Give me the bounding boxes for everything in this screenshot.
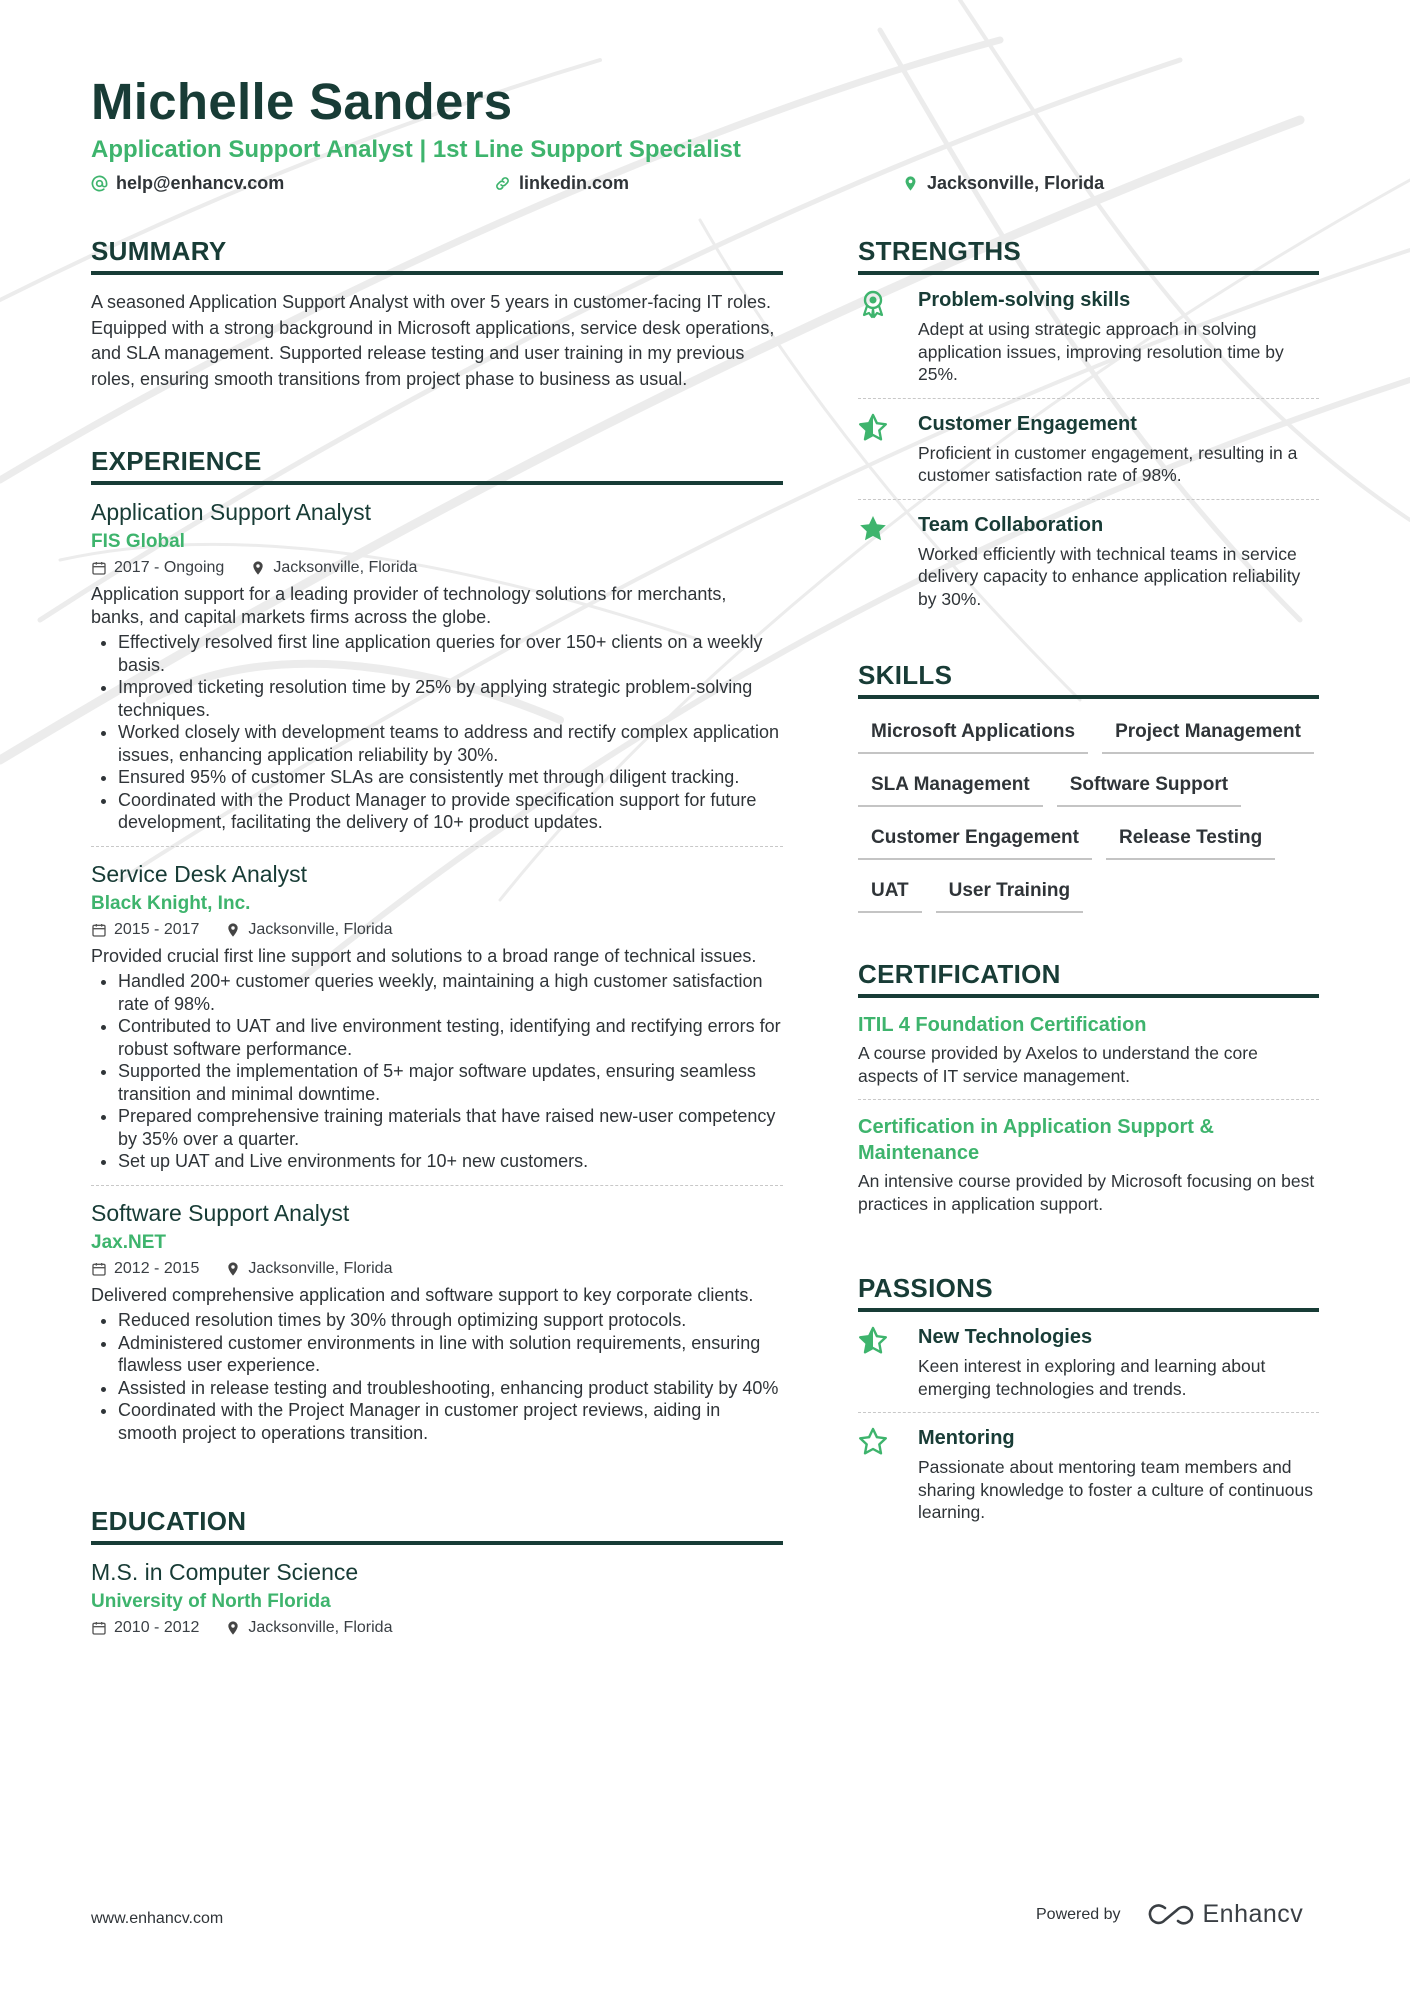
education-location [225,1619,392,1637]
job-achievements [91,631,783,834]
degree-title: M.S. in Computer Science [91,1559,359,1585]
star-half-icon [858,1326,888,1356]
candidate-name: Michelle Sanders [91,73,513,130]
brand-logo[interactable] [1147,1900,1304,1929]
education-location-text: Jacksonville, Florida [248,1619,393,1636]
calendar-icon [91,922,107,938]
star-half-icon [858,413,888,443]
location-pin-icon [225,922,241,938]
job-entry [91,847,783,1186]
skills-section [858,660,1319,913]
at-sign-icon [91,175,108,192]
job-location-text: Jacksonville, Florida [248,920,393,938]
powered-by-label: Powered by [1036,1905,1121,1923]
education-dates-text: 2010 - 2012 [114,1619,200,1636]
strength-item-body [918,413,1319,487]
strength-item [858,500,1319,623]
strength-item-description: Proficient in customer engagement, resulting in a customer satisfaction rate of 98%. [918,442,1298,485]
skill-tag: Release Testing [1106,823,1275,860]
summary-heading: SUMMARY [91,236,783,275]
passions-list [858,1312,1319,1536]
footer-branding [1036,1900,1303,1929]
location-pin-icon [225,1620,241,1636]
award-ribbon-icon [858,289,888,319]
calendar-icon [91,1261,107,1277]
strength-item [858,275,1319,399]
skills-list [858,699,1319,913]
certification-description: A course provided by Axelos to understand the core aspects of IT service management. [858,1043,1258,1086]
certification-description: An intensive course provided by Microsoft focusing on best practices in application support. [858,1171,1315,1214]
passion-item-title: New Technologies [918,1326,1093,1348]
strength-item-title: Problem-solving skills [918,289,1131,311]
strengths-heading: STRENGTHS [858,236,1319,275]
location-pin-icon [250,560,266,576]
location-pin-icon [225,1261,241,1277]
strengths-list [858,275,1319,622]
skill-tag: Software Support [1057,770,1241,807]
footer-website[interactable]: www.enhancv.com [91,1910,224,1927]
achievement-item: • Set up UAT and Live environments for 10+ new customers. [118,1150,783,1173]
strength-item-body [918,289,1319,386]
job-dates-text: 2017 - Ongoing [114,559,225,576]
strengths-section [858,236,1319,622]
achievement-item: • Reduced resolution times by 30% through optimizing support protocols. [118,1309,783,1332]
job-dates-text: 2012 - 2015 [114,1259,200,1277]
job-meta [91,921,783,939]
job-location-text: Jacksonville, Florida [273,559,418,576]
contact-email[interactable] [91,173,284,194]
job-achievements [91,1309,783,1444]
certification-item [858,1100,1319,1227]
achievement-item: • Handled 200+ customer queries weekly, maintaining a high customer satisfaction rate of 98%. [118,970,783,1015]
job-description: Delivered comprehensive application and software support to key corporate clients. [91,1284,754,1305]
calendar-icon [91,1620,107,1636]
experience-heading: EXPERIENCE [91,446,783,485]
job-company: Jax.NET [91,1231,166,1253]
passion-item-description: Passionate about mentoring team members and sharing knowledge to foster a culture of continuous learning. [918,1457,1313,1522]
strength-item-description: Adept at using strategic approach in solving application issues, improving resolution time by 25%. [918,319,1284,384]
job-meta [91,559,783,577]
skill-tag: Customer Engagement [858,823,1092,860]
achievement-item: • Administered customer environments in line with solution requirements, ensuring flawless user experience. [118,1332,783,1377]
summary-section [91,236,783,392]
job-dates [91,559,224,577]
contact-location [902,173,1104,194]
job-dates [91,1260,199,1278]
passions-heading: PASSIONS [858,1273,1319,1312]
passion-item-body [918,1326,1319,1400]
achievement-item: • Prepared comprehensive training materials that have raised new-user competency by 35% over a quarter. [118,1105,783,1150]
achievement-item: • Effectively resolved first line application queries for over 150+ clients on a weekly basis. [118,631,783,676]
strength-item-body [918,514,1319,611]
skill-tag: User Training [936,876,1083,913]
skill-tag: SLA Management [858,770,1043,807]
job-achievements [91,970,783,1173]
strength-item-description: Worked efficiently with technical teams in service delivery capacity to enhance application reliability by 30%. [918,543,1301,609]
achievement-item: • Assisted in release testing and troubleshooting, enhancing product stability by 40% [118,1377,783,1400]
job-dates [91,921,199,939]
candidate-title: Application Support Analyst | 1st Line Support Specialist [91,136,741,163]
link-icon [494,175,511,192]
job-description: Provided crucial first line support and solutions to a broad range of technical issues. [91,945,757,966]
skill-tag: Microsoft Applications [858,717,1088,754]
certification-title: Certification in Application Support & Maintenance [858,1116,1214,1164]
job-meta [91,1260,783,1278]
location-pin-icon [902,175,919,192]
job-company: FIS Global [91,531,185,552]
passion-item-body [918,1427,1319,1524]
job-role: Service Desk Analyst [91,860,308,887]
skill-tag: UAT [858,876,922,913]
skill-tag: Project Management [1102,717,1314,754]
achievement-item: • Contributed to UAT and live environment testing, identifying and rectifying errors for robust software performance. [118,1015,783,1060]
contact-location-text: Jacksonville, Florida [927,173,1105,193]
certification-title: ITIL 4 Foundation Certification [858,1014,1147,1036]
passion-item [858,1312,1319,1413]
job-description: Application support for a leading provider of technology solutions for merchants, banks, and capital markets firms across the globe. [91,584,727,627]
education-heading: EDUCATION [91,1506,783,1545]
contact-email-text: help@enhancv.com [116,173,285,193]
job-role: Application Support Analyst [91,499,372,525]
certification-item [858,998,1319,1100]
education-meta [91,1619,783,1637]
achievement-item: • Supported the implementation of 5+ major software updates, ensuring seamless transition and minimal downtime. [118,1060,783,1105]
job-role: Software Support Analyst [91,1199,350,1226]
achievement-item: • Ensured 95% of customer SLAs are consistently met through diligent tracking. [118,766,783,789]
strength-item [858,399,1319,500]
passions-section [858,1273,1319,1536]
education-section [91,1506,783,1637]
star-filled-icon [858,514,888,544]
job-location-text: Jacksonville, Florida [248,1259,393,1277]
job-entry [91,1186,783,1457]
achievement-item: • Improved ticketing resolution time by 25% by applying strategic problem-solving techniques. [118,676,783,721]
job-location [225,921,392,939]
job-dates-text: 2015 - 2017 [114,920,200,938]
job-entry [91,485,783,847]
passion-item-title: Mentoring [918,1427,1015,1449]
certification-section [858,959,1319,1227]
contact-linkedin-text: linkedin.com [519,173,630,193]
skills-heading: SKILLS [858,660,1319,699]
calendar-icon [91,560,107,576]
school-name: University of North Florida [91,1591,331,1612]
achievement-item: • Worked closely with development teams to address and rectify complex application issues, enhancing application reliability by 30%. [118,721,783,766]
certification-list [858,998,1319,1227]
job-list [91,485,783,1456]
education-entry [91,1545,783,1637]
enhancv-logo-icon [1147,1902,1195,1928]
passion-item [858,1413,1319,1536]
strength-item-title: Team Collaboration [918,513,1104,536]
certification-heading: CERTIFICATION [858,959,1319,998]
job-company: Black Knight, Inc. [91,892,251,914]
brand-name: Enhancv [1202,1900,1304,1928]
achievement-item: • Coordinated with the Product Manager to provide specification support for future development, facilitating the delivery of 10+ product updates. [118,789,783,834]
job-location [250,559,417,577]
passion-item-description: Keen interest in exploring and learning about emerging technologies and trends. [918,1356,1266,1399]
education-dates [91,1619,199,1637]
left-column [91,236,783,1643]
star-outline-icon [858,1427,888,1457]
job-location [225,1260,392,1278]
contact-linkedin[interactable] [494,173,629,194]
strength-item-title: Customer Engagement [918,412,1137,435]
experience-section [91,446,783,1456]
summary-text: A seasoned Application Support Analyst with over 5 years in customer-facing IT roles. Equipped with a strong background in Microsoft applications, service desk operations, and SLA management. Supported release testing and user training in my previous roles, ensuring smooth transitions from project phase to business as usual. [91,292,775,389]
right-column [858,236,1319,1536]
achievement-item: • Coordinated with the Project Manager in customer project reviews, aiding in smooth project to operations transition. [118,1399,783,1444]
